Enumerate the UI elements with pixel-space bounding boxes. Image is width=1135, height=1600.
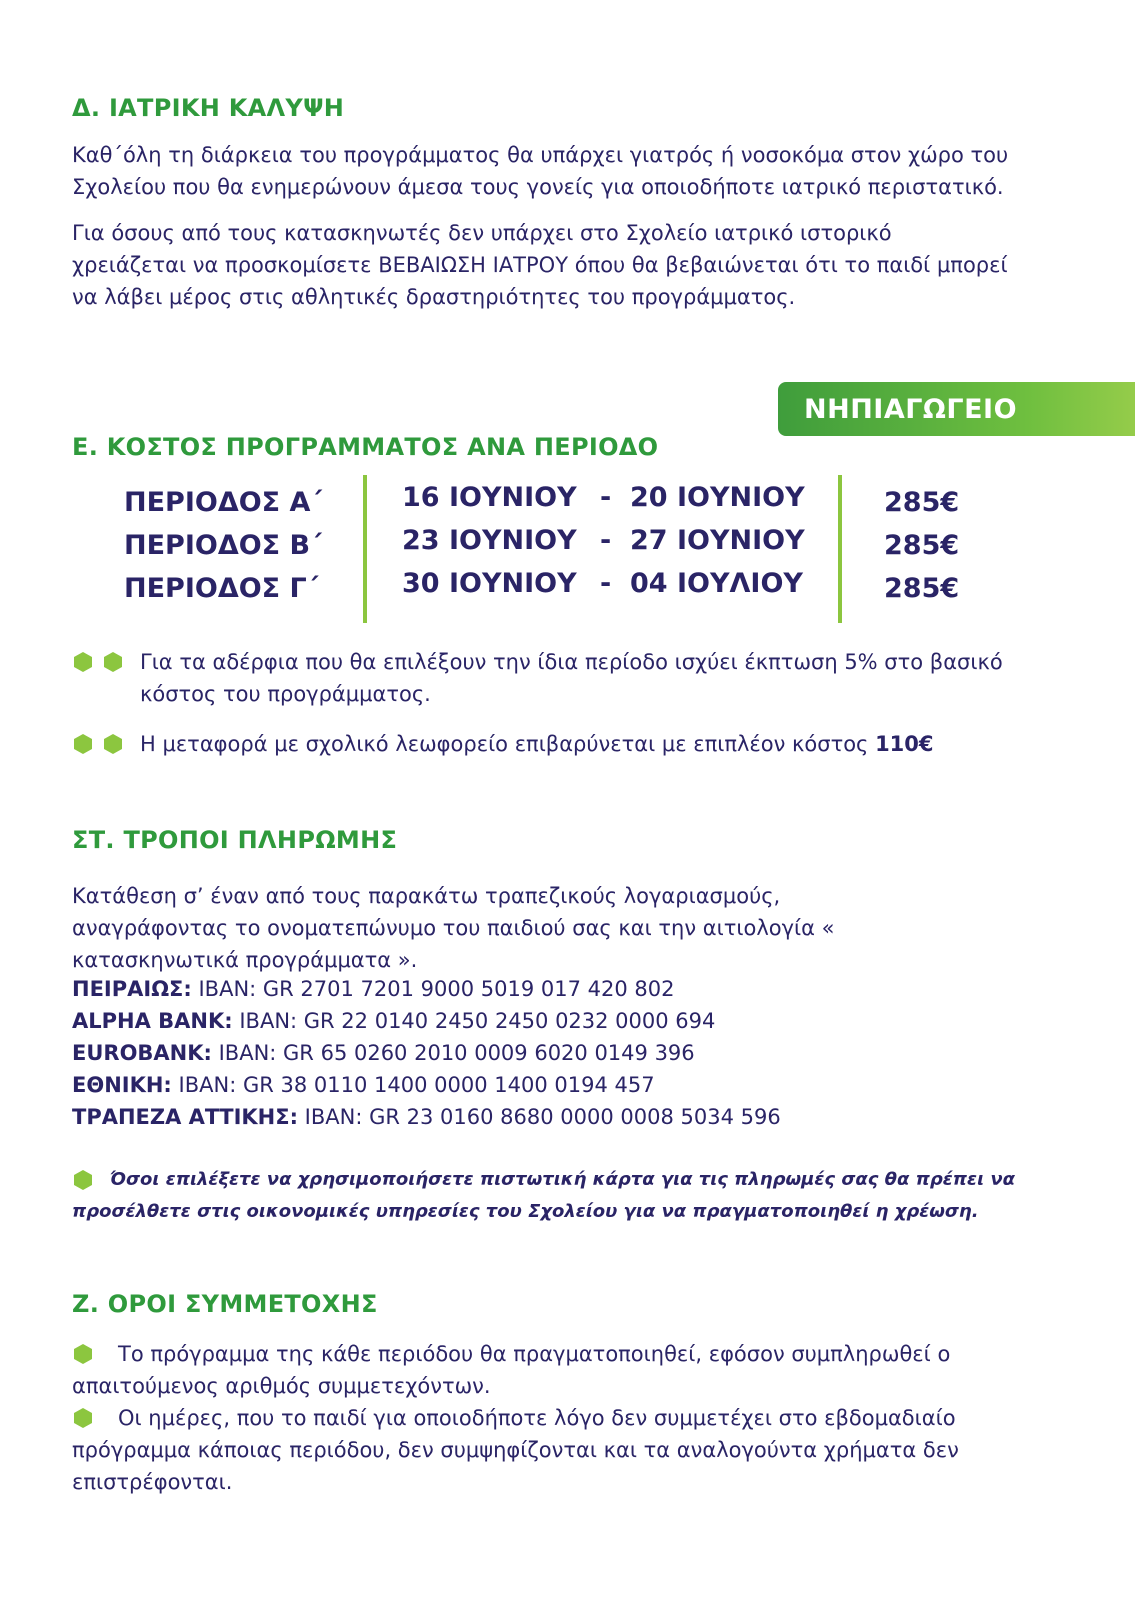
section-d-title: Δ. ΙΑΤΡΙΚΗ ΚΑΛΥΨΗ: [72, 94, 345, 122]
period-c-dash: -: [600, 568, 612, 599]
kindergarten-badge: ΝΗΠΙΑΓΩΓΕΙΟ: [778, 382, 1135, 436]
bank-line-piraeus: [72, 977, 675, 1001]
bank-line-ethniki: [72, 1073, 655, 1097]
table-divider-right: [838, 475, 842, 623]
bank-name: ΤΡΑΠΕΖΑ ΑΤΤΙΚΗΣ:: [72, 1105, 298, 1129]
period-b-price: 285€: [884, 530, 960, 561]
section-z-title: Ζ. ΟΡΟΙ ΣΥΜΜΕΤΟΧΗΣ: [72, 1290, 378, 1318]
bus-cost-line: [140, 728, 1040, 760]
hexagon-bullet-icon: [104, 652, 122, 672]
bus-cost-amount: 110€: [875, 732, 934, 756]
participation-term-2: Οι ημέρες, που το παιδί για οποιοδήποτε λόγο δεν συμμετέχει στο εβδομαδιαίο πρόγραμμα κάποιας περιόδου, δεν συμψηφίζονται και τα αναλογούντα χρήματα δεν επιστρέφονται.: [72, 1406, 959, 1494]
credit-card-note: Όσοι επιλέξετε να χρησιμοποιήσετε πιστωτική κάρτα για τις πληρωμές σας θα πρέπει να προσέλθετε στις οικονομικές υπηρεσίες του Σχολείου για να πραγματοποιηθεί η χρέωση.: [72, 1169, 1015, 1222]
bank-name: ALPHA BANK:: [72, 1009, 233, 1033]
bank-iban: IBAN: GR 2701 7201 9000 5019 017 420 802: [191, 977, 675, 1001]
section-d-paragraph-2: Για όσους από τους κατασκηνωτές δεν υπάρχει στο Σχολείο ιατρικό ιστορικό χρειάζεται να προσκομίσετε ΒΕΒΑΙΩΣΗ ΙΑΤΡΟΥ όπου θα βεβαιώνεται ότι το παιδί μπορεί να λάβει μέρος στις αθλητικές δραστηριότητες του προγράμματος.: [72, 221, 1008, 309]
bank-iban: IBAN: GR 38 0110 1400 0000 1400 0194 457: [171, 1073, 655, 1097]
hexagon-bullet-icon: [104, 734, 122, 754]
payment-intro-text: Κατάθεση σ’ έναν από τους παρακάτω τραπεζικούς λογαριασμούς, αναγράφοντας το ονοματεπώνυμο του παιδιού σας και την αιτιολογία « κατασκηνωτικά προγράμματα ».: [72, 884, 835, 972]
participation-term-1: Το πρόγραμμα της κάθε περιόδου θα πραγματοποιηθεί, εφόσον συμπληρωθεί ο απαιτούμενος αριθμός συμμετεχόντων.: [72, 1342, 951, 1398]
bank-iban: IBAN: GR 65 0260 2010 0009 6020 0149 396: [211, 1041, 695, 1065]
bank-name: ΕΘΝΙΚΗ:: [72, 1073, 172, 1097]
period-b-from: 23 ΙΟΥΝΙΟΥ: [402, 525, 577, 556]
section-d-paragraph-1: Καθ΄όλη τη διάρκεια του προγράμματος θα υπάρχει γιατρός ή νοσοκόμα στον χώρο του Σχολείου που θα ενημερώνουν άμεσα τους γονείς για οποιοδήποτε ιατρικό περιστατικό.: [72, 143, 1009, 199]
period-c-to: 04 ΙΟΥΛΙΟΥ: [630, 568, 803, 599]
period-c-name: ΠΕΡΙΟΔΟΣ Γ΄: [124, 573, 319, 604]
period-a-price: 285€: [884, 487, 960, 518]
period-a-dash: -: [600, 482, 612, 513]
bank-name: ΠΕΙΡΑΙΩΣ:: [72, 977, 192, 1001]
period-b-dash: -: [600, 525, 612, 556]
section-e-title: Ε. ΚΟΣΤΟΣ ΠΡΟΓΡΑΜΜΑΤΟΣ ΑΝΑ ΠΕΡΙΟΔΟ: [72, 433, 659, 461]
section-st-title: ΣΤ. ΤΡΟΠΟΙ ΠΛΗΡΩΜΗΣ: [72, 826, 398, 854]
bus-cost-text: Η μεταφορά με σχολικό λεωφορείο επιβαρύνεται με επιπλέον κόστος: [140, 732, 876, 756]
period-c-from: 30 ΙΟΥΝΙΟΥ: [402, 568, 577, 599]
period-c-price: 285€: [884, 573, 960, 604]
bank-iban: IBAN: GR 23 0160 8680 0000 0008 5034 596: [298, 1105, 781, 1129]
bank-line-eurobank: [72, 1041, 695, 1065]
period-a-name: ΠΕΡΙΟΔΟΣ Α΄: [124, 487, 323, 518]
bank-name: EUROBANK:: [72, 1041, 212, 1065]
sibling-discount-text: Για τα αδέρφια που θα επιλέξουν την ίδια περίοδο ισχύει έκπτωση 5% στο βασικό κόστος του προγράμματος.: [140, 650, 1003, 706]
bank-line-alpha: [72, 1009, 715, 1033]
bank-line-attica: [72, 1105, 781, 1129]
period-a-to: 20 ΙΟΥΝΙΟΥ: [630, 482, 805, 513]
period-b-to: 27 ΙΟΥΝΙΟΥ: [630, 525, 805, 556]
hexagon-bullet-icon: [74, 734, 92, 754]
period-a-from: 16 ΙΟΥΝΙΟΥ: [402, 482, 577, 513]
period-b-name: ΠΕΡΙΟΔΟΣ Β΄: [124, 530, 323, 561]
table-divider-left: [363, 475, 367, 623]
bank-iban: IBAN: GR 22 0140 2450 2450 0232 0000 694: [232, 1009, 716, 1033]
section-d-body: [72, 139, 1012, 313]
hexagon-bullet-icon: [74, 652, 92, 672]
